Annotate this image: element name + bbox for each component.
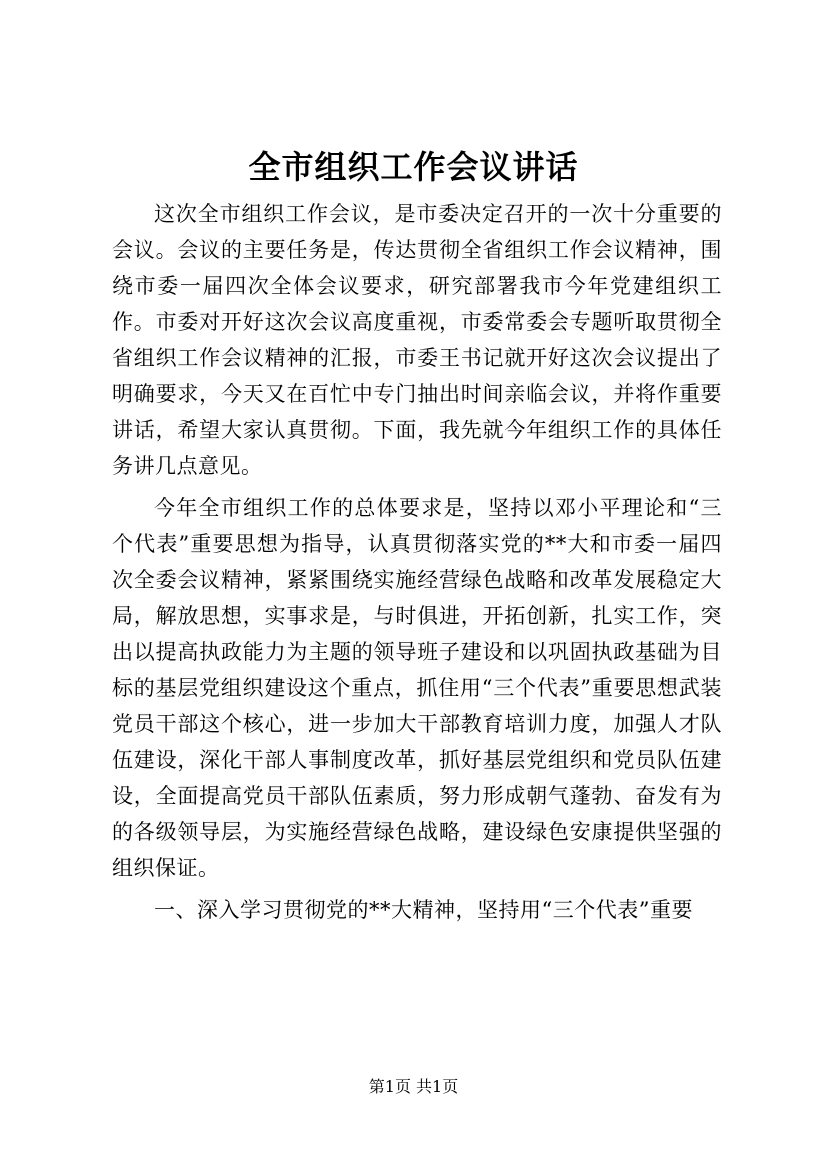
paragraph-overall-requirements: 今年全市组织工作的总体要求是，坚持以邓小平理论和“三个代表”重要思想为指导，认真贯彻落实党的**大和市委一届四次全委会议精神，紧紧围绕实施经营绿色战略和改革发展稳定大局，解放思想，实事求是，与时俱进，开拓创新，扎实工作，突出以提高执政能力为主题的领导班子建设和以巩固执政基础为目标的基层党组织建设这个重点，抓住用“三个代表”重要思想武装党员干部这个核心，进一步加大干部教育培训力度，加强人才队伍建设，深化干部人事制度改革，抓好基层党组织和党员队伍建设，全面提高党员干部队伍素质，努力形成朝气蓬勃、奋发有为的各级领导层，为实施经营绿色战略，建设绿色安康提供坚强的组织保证。	[112, 496, 722, 880]
paragraph-section-one: 一、深入学习贯彻党的**大精神，坚持用“三个代表”重要	[154, 898, 693, 922]
document-title: 全市组织工作会议讲话	[248, 148, 579, 186]
page-footer: 第1页 共1页	[368, 1077, 459, 1096]
document-body	[112, 196, 722, 928]
paragraph-intro: 这次全市组织工作会议，是市委决定召开的一次十分重要的会议。会议的主要任务是，传达贯彻全省组织工作会议精神，围绕市委一届四次全体会议要求，研究部署我市今年党建组织工作。市委对开好这次会议高度重视，市委常委会专题听取贯彻全省组织工作会议精神的汇报，市委王书记就开好这次会议提出了明确要求，今天又在百忙中专门抽出时间亲临会议，并将作重要讲话，希望大家认真贯彻。下面，我先就今年组织工作的具体任务讲几点意见。	[112, 202, 722, 478]
